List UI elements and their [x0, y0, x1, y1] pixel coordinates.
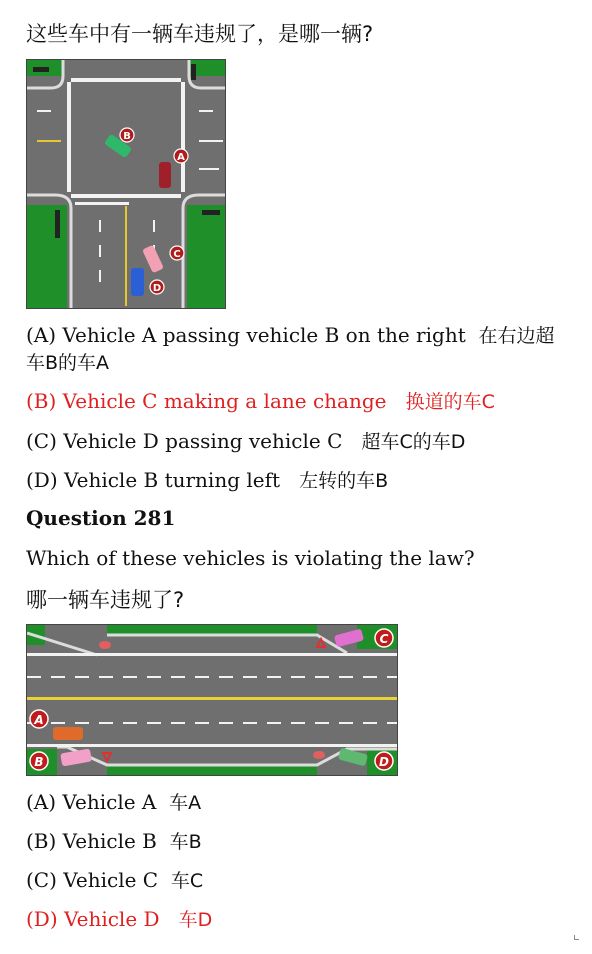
option-text-en: (A) Vehicle A [26, 790, 157, 814]
label-c: C [173, 249, 181, 260]
traffic-light-icon [191, 64, 196, 80]
option-text-cn: 超车C的车D [361, 431, 466, 453]
sign-post-icon [99, 641, 111, 649]
car-a [53, 727, 83, 740]
label-b: B [123, 131, 131, 142]
q1-option-b[interactable] [26, 388, 571, 415]
q2-option-b[interactable] [26, 828, 571, 855]
option-text-cn: 左转的车B [299, 470, 389, 492]
traffic-light-icon [202, 210, 220, 215]
q2-option-d[interactable] [26, 906, 571, 933]
option-text-en: (B) Vehicle B [26, 829, 157, 853]
label-a: A [34, 713, 44, 727]
car-d [131, 268, 144, 296]
label-b: B [34, 755, 44, 769]
highway-diagram [26, 624, 398, 776]
question-text-cn: 哪一辆车违规了? [26, 588, 185, 612]
question-text-en: Which of these vehicles is violating the law? [26, 546, 475, 570]
option-text-en: (D) Vehicle B turning left [26, 468, 281, 492]
option-text-cn: 车C [170, 870, 204, 892]
option-text-en: (C) Vehicle C [26, 868, 159, 892]
option-text-en: (A) Vehicle A passing vehicle B on the right [26, 323, 466, 347]
q1-option-c[interactable] [26, 428, 571, 455]
option-text-cn: 车B [169, 831, 202, 853]
sign-post-icon [313, 751, 325, 759]
option-text-cn: 车D [178, 909, 213, 931]
intersection-diagram [26, 59, 226, 309]
question-title: 这些车中有一辆车违规了，是哪一辆? [26, 22, 374, 46]
q1-option-a[interactable] [26, 322, 571, 376]
corner-mark [574, 935, 579, 940]
question-heading: Question 281 [26, 506, 176, 530]
traffic-light-icon [33, 67, 49, 72]
q2-option-c[interactable] [26, 867, 571, 894]
option-text-cn: 在右边超车B的车A [26, 325, 555, 374]
car-a [159, 162, 171, 188]
q1-option-d[interactable] [26, 467, 571, 494]
label-a: A [177, 152, 185, 163]
q2-option-a[interactable] [26, 789, 571, 816]
label-d: D [379, 755, 389, 769]
option-text-en: (D) Vehicle D [26, 907, 160, 931]
option-text-cn: 换道的车C [405, 391, 495, 413]
option-text-en: (B) Vehicle C making a lane change [26, 389, 387, 413]
option-text-cn: 车A [169, 792, 202, 814]
label-c: C [379, 632, 389, 646]
option-text-en: (C) Vehicle D passing vehicle C [26, 429, 343, 453]
traffic-light-icon [55, 210, 60, 238]
label-d: D [152, 283, 162, 294]
